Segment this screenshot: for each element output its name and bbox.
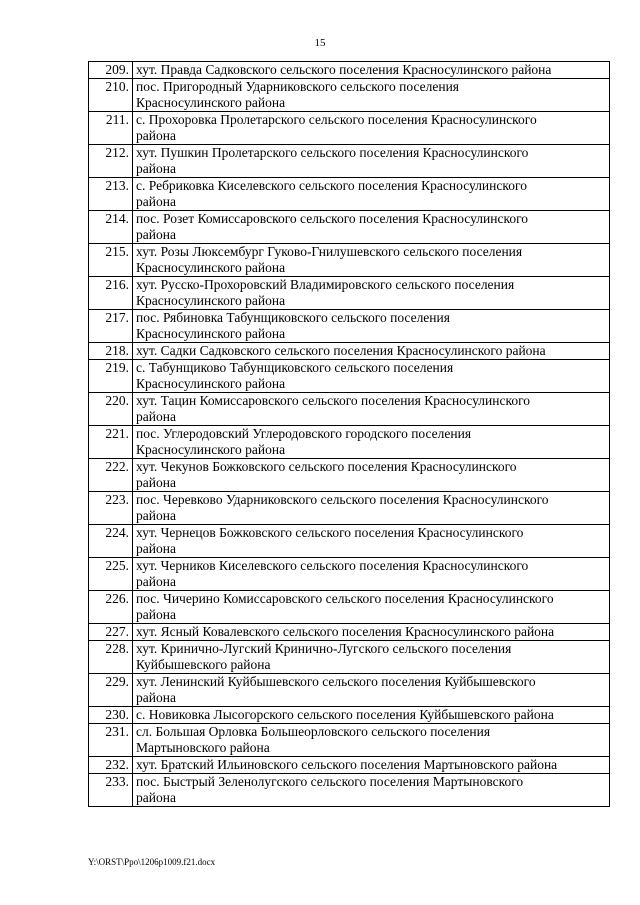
settlement-description (133, 145, 610, 178)
table-row (89, 459, 610, 492)
description-line: Мартыновского района (136, 740, 270, 755)
settlement-description (133, 211, 610, 244)
row-number: 222. (89, 459, 133, 492)
description-line: пос. Рябиновка Табунщиковского сельского поселения (136, 310, 450, 325)
table-row (89, 277, 610, 310)
description-line: района (136, 227, 176, 242)
settlement-description (133, 178, 610, 211)
row-number: 218. (89, 343, 133, 360)
table-row (89, 674, 610, 707)
table-row (89, 525, 610, 558)
table-row (89, 145, 610, 178)
table-row (89, 426, 610, 459)
settlement-description (133, 310, 610, 343)
description-line: хут. Тацин Комиссаровского сельского поселения Красносулинского (136, 393, 531, 408)
description-line: пос. Быстрый Зеленолугского сельского поселения Мартыновского (136, 774, 524, 789)
description-line: района (136, 161, 176, 176)
description-line: Красносулинского района (136, 442, 286, 457)
row-number: 217. (89, 310, 133, 343)
table-row (89, 343, 610, 360)
table-row (89, 178, 610, 211)
table-row (89, 558, 610, 591)
description-line: Куйбышевского района (136, 657, 271, 672)
description-line: Красносулинского района (136, 326, 286, 341)
settlement-description (133, 62, 610, 79)
description-line: пос. Розет Комиссаровского сельского поселения Красносулинского (136, 211, 529, 226)
settlement-description (133, 79, 610, 112)
settlement-description (133, 492, 610, 525)
description-line: хут. Розы Люксембург Гуково-Гнилушевского сельского поселения (136, 244, 523, 259)
description-line: хут. Кринично-Лугский Кринично-Лугского сельского поселения (136, 641, 512, 656)
description-line: района (136, 574, 176, 589)
description-line: хут. Ленинский Куйбышевского сельского поселения Куйбышевского (136, 674, 536, 689)
description-line: пос. Черевково Ударниковского сельского поселения Красносулинского (136, 492, 549, 507)
table-row (89, 707, 610, 724)
settlement-description (133, 774, 610, 807)
description-line: хут. Ясный Ковалевского сельского поселения Красносулинского района (136, 624, 555, 639)
row-number: 229. (89, 674, 133, 707)
description-line: с. Табунщиково Табунщиковского сельского поселения (136, 360, 454, 375)
row-number: 225. (89, 558, 133, 591)
description-line: хут. Правда Садковского сельского поселения Красносулинского района (136, 62, 552, 77)
table-row (89, 591, 610, 624)
row-number: 212. (89, 145, 133, 178)
description-line: района (136, 194, 176, 209)
settlement-description (133, 674, 610, 707)
description-line: с. Ребриковка Киселевского сельского поселения Красносулинского (136, 178, 527, 193)
settlement-description (133, 393, 610, 426)
description-line: хут. Русско-Прохоровский Владимировского сельского поселения (136, 277, 515, 292)
description-line: сл. Большая Орловка Большеорловского сельского поселения (136, 724, 491, 739)
table-body (89, 62, 610, 807)
row-number: 232. (89, 757, 133, 774)
table-row (89, 624, 610, 641)
row-number: 231. (89, 724, 133, 757)
settlement-description (133, 343, 610, 360)
row-number: 215. (89, 244, 133, 277)
page-number: 15 (314, 37, 326, 49)
table-row (89, 757, 610, 774)
settlement-description (133, 624, 610, 641)
settlement-description (133, 591, 610, 624)
description-line: района (136, 690, 176, 705)
description-line: района (136, 541, 176, 556)
row-number: 213. (89, 178, 133, 211)
description-line: с. Новиковка Лысогорского сельского поселения Куйбышевского района (136, 707, 554, 722)
description-line: района (136, 508, 176, 523)
table-row (89, 310, 610, 343)
row-number: 210. (89, 79, 133, 112)
row-number: 224. (89, 525, 133, 558)
settlement-description (133, 112, 610, 145)
row-number: 216. (89, 277, 133, 310)
settlement-description (133, 277, 610, 310)
row-number: 221. (89, 426, 133, 459)
description-line: хут. Пушкин Пролетарского сельского поселения Красносулинского (136, 145, 529, 160)
table-row (89, 724, 610, 757)
description-line: хут. Черников Киселевского сельского поселения Красносулинского (136, 558, 529, 573)
description-line: района (136, 790, 176, 805)
description-line: с. Прохоровка Пролетарского сельского поселения Красносулинского (136, 112, 537, 127)
row-number: 227. (89, 624, 133, 641)
description-line: района (136, 409, 176, 424)
settlement-description (133, 757, 610, 774)
description-line: хут. Чернецов Божковского сельского поселения Красносулинского (136, 525, 524, 540)
settlements-table (88, 61, 610, 807)
description-line: пос. Углеродовский Углеродовского городского поселения (136, 426, 472, 441)
description-line: Красносулинского района (136, 293, 286, 308)
settlement-description (133, 558, 610, 591)
description-line: хут. Братский Ильиновского сельского поселения Мартыновского района (136, 757, 558, 772)
footer-file-path: Y:\ORST\Ppo\1206p1009.f21.docx (88, 857, 216, 867)
row-number: 223. (89, 492, 133, 525)
description-line: Красносулинского района (136, 95, 286, 110)
table-row (89, 360, 610, 393)
table-row (89, 79, 610, 112)
description-line: пос. Пригородный Ударниковского сельского поселения (136, 79, 460, 94)
settlement-description (133, 244, 610, 277)
settlement-description (133, 360, 610, 393)
description-line: Красносулинского района (136, 376, 286, 391)
settlement-description (133, 724, 610, 757)
row-number: 211. (89, 112, 133, 145)
description-line: района (136, 607, 176, 622)
row-number: 230. (89, 707, 133, 724)
settlement-description (133, 641, 610, 674)
row-number: 214. (89, 211, 133, 244)
row-number: 226. (89, 591, 133, 624)
description-line: хут. Чекунов Божковского сельского поселения Красносулинского (136, 459, 517, 474)
table-row (89, 393, 610, 426)
table-row (89, 62, 610, 79)
row-number: 233. (89, 774, 133, 807)
settlement-description (133, 426, 610, 459)
table-row (89, 641, 610, 674)
description-line: района (136, 128, 176, 143)
table-row (89, 112, 610, 145)
settlement-description (133, 459, 610, 492)
table-row (89, 211, 610, 244)
table-row (89, 492, 610, 525)
description-line: хут. Садки Садковского сельского поселения Красносулинского района (136, 343, 546, 358)
row-number: 209. (89, 62, 133, 79)
table-row (89, 774, 610, 807)
settlement-description (133, 707, 610, 724)
description-line: района (136, 475, 176, 490)
description-line: Красносулинского района (136, 260, 286, 275)
table-row (89, 244, 610, 277)
settlement-description (133, 525, 610, 558)
row-number: 220. (89, 393, 133, 426)
description-line: пос. Чичерино Комиссаровского сельского поселения Красносулинского (136, 591, 554, 606)
row-number: 228. (89, 641, 133, 674)
row-number: 219. (89, 360, 133, 393)
